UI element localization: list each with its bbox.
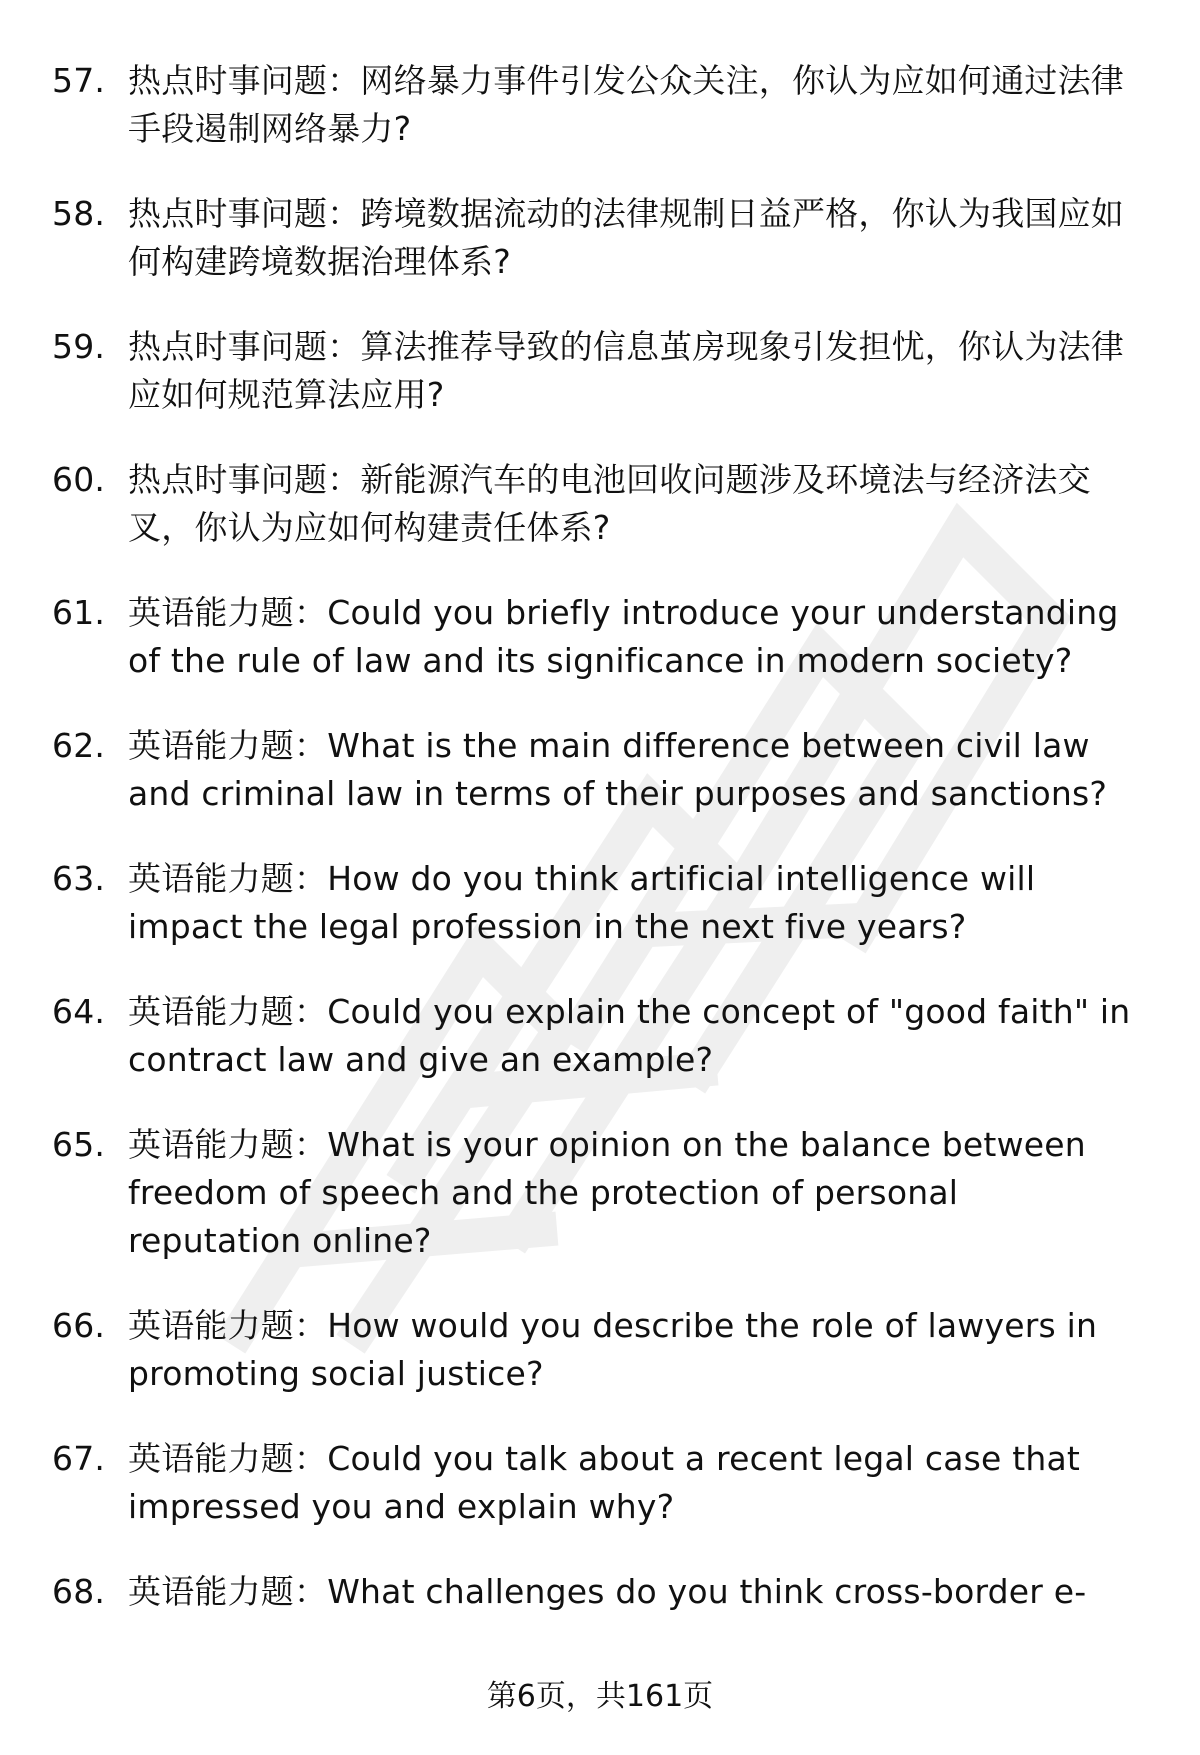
question-item-67: [0, 1435, 1200, 1531]
question-category: 英语能力题：: [128, 992, 328, 1031]
question-item-64: [0, 988, 1200, 1084]
question-number: 65.: [52, 1125, 106, 1164]
question-number: 62.: [52, 726, 106, 765]
question-body: What is the main difference between civil law and criminal law in terms of their purposes and sanctions?: [128, 726, 1108, 813]
question-number: 60.: [52, 460, 106, 499]
question-category: 英语能力题：: [128, 1125, 328, 1164]
question-body: What is your opinion on the balance between freedom of speech and the protection of personal reputation online?: [128, 1125, 1086, 1260]
question-text: [128, 190, 1140, 286]
question-body: How would you describe the role of lawyers in promoting social justice?: [128, 1306, 1098, 1393]
question-item-65: [0, 1121, 1200, 1265]
question-text: [128, 988, 1140, 1084]
question-text: [128, 855, 1140, 951]
question-body: 新能源汽车的电池回收问题涉及环境法与经济法交叉，你认为应如何构建责任体系?: [128, 460, 1091, 547]
question-item-66: [0, 1302, 1200, 1398]
question-text: [128, 1568, 1140, 1616]
question-text: [128, 1121, 1140, 1265]
question-text: [128, 1302, 1140, 1398]
question-category: 英语能力题：: [128, 593, 328, 632]
question-body: Could you briefly introduce your understanding of the rule of law and its significance in modern society?: [128, 593, 1119, 680]
question-number: 61.: [52, 593, 106, 632]
question-body: How do you think artificial intelligence will impact the legal profession in the next five years?: [128, 859, 1036, 946]
question-text: [128, 57, 1140, 153]
question-item-58: [0, 190, 1200, 286]
question-category: 热点时事问题：: [128, 194, 361, 233]
question-body: What challenges do you think cross-border e-: [327, 1572, 1087, 1611]
question-body: 跨境数据流动的法律规制日益严格，你认为我国应如何构建跨境数据治理体系?: [128, 194, 1125, 281]
question-text: [128, 1435, 1140, 1531]
question-text: [128, 456, 1140, 552]
question-item-57: [0, 57, 1200, 153]
question-number: 64.: [52, 992, 106, 1031]
question-category: 英语能力题：: [128, 1572, 328, 1611]
question-category: 热点时事问题：: [128, 327, 361, 366]
question-category: 英语能力题：: [128, 1306, 328, 1345]
question-number: 67.: [52, 1439, 106, 1478]
question-category: 热点时事问题：: [128, 61, 361, 100]
page-footer: [0, 1677, 1200, 1717]
question-number: 58.: [52, 194, 106, 233]
question-number: 59.: [52, 327, 106, 366]
question-list: [0, 57, 1200, 1653]
question-number: 57.: [52, 61, 106, 100]
question-body: 算法推荐导致的信息茧房现象引发担忧，你认为法律应如何规范算法应用?: [128, 327, 1125, 414]
question-text: [128, 722, 1140, 818]
question-body: Could you explain the concept of "good faith" in contract law and give an example?: [128, 992, 1131, 1079]
question-body: 网络暴力事件引发公众关注，你认为应如何通过法律手段遏制网络暴力?: [128, 61, 1125, 148]
question-category: 热点时事问题：: [128, 460, 361, 499]
question-category: 英语能力题：: [128, 859, 328, 898]
question-body: Could you talk about a recent legal case that impressed you and explain why?: [128, 1439, 1081, 1526]
question-item-61: [0, 589, 1200, 685]
question-item-60: [0, 456, 1200, 552]
question-text: [128, 589, 1140, 685]
question-text: [128, 323, 1140, 419]
question-category: 英语能力题：: [128, 1439, 328, 1478]
question-category: 英语能力题：: [128, 726, 328, 765]
question-item-62: [0, 722, 1200, 818]
question-number: 68.: [52, 1572, 106, 1611]
page-number-label: 第6页，共161页: [486, 1679, 714, 1714]
question-item-59: [0, 323, 1200, 419]
question-item-68: [0, 1568, 1200, 1616]
question-number: 63.: [52, 859, 106, 898]
question-number: 66.: [52, 1306, 106, 1345]
question-item-63: [0, 855, 1200, 951]
